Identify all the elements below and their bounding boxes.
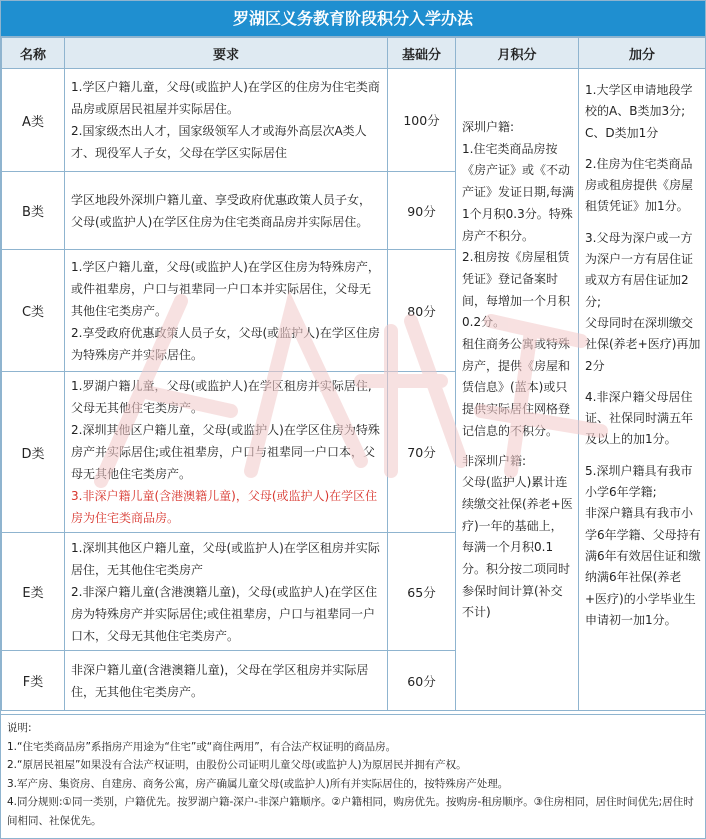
requirement-line-highlighted: 3.非深户籍儿童(含港澳籍儿童)，父母(或监护人)在学区住房为住宅类商品房。 (71, 489, 378, 525)
base-score: 70分 (388, 372, 456, 533)
policy-table (1, 37, 706, 711)
requirement-line: 2.深圳其他区户籍儿童，父母(或监护人)在学区住房为特殊房产并实际居住;或住祖辈房，户口与祖辈同一户口本，父母无其他住宅类房产。 (71, 423, 380, 481)
bonus-line: 2.住房为住宅类商品房或租房提供《房屋租赁凭证》加1分。 (585, 156, 694, 214)
category-requirement (65, 372, 388, 533)
category-requirement (65, 651, 388, 711)
monthly-line: 深圳户籍: (462, 120, 515, 134)
table-row (2, 69, 706, 172)
category-name: C类 (2, 250, 65, 372)
requirement-line: 2.非深户籍儿童(含港澳籍儿童)，父母(或监护人)在学区住房为特殊房产并实际居住;或住祖辈房，户口与祖辈同一户口木，父母无其他住宅类房产。 (71, 584, 378, 643)
category-name: E类 (2, 533, 65, 651)
header-bonus: 加分 (579, 38, 706, 69)
base-score: 80分 (388, 250, 456, 372)
page-title: 罗湖区义务教育阶段积分入学办法 (1, 1, 705, 37)
header-row (2, 38, 706, 69)
requirement-line: 1.深圳其他区户籍儿童，父母(或监护人)在学区租房并实际居住，无其他住宅类房产 (71, 540, 380, 577)
category-requirement (65, 250, 388, 372)
requirement-line: 1.学区户籍儿童，父母(或监护人)在学区的住房为住宅类商品房或原居民祖屋并实际居住。 (71, 80, 380, 116)
header-name: 名称 (2, 38, 65, 69)
category-name: A类 (2, 69, 65, 172)
note-item: 2.“原居民祖屋”如果没有合法产权证明，由股份公司证明儿童父母(或监护人)为原居民并拥有产权。 (7, 759, 467, 772)
monthly-score-cell (456, 69, 579, 711)
header-monthly: 月积分 (456, 38, 579, 69)
requirement-line: 1.学区户籍儿童，父母(或监护人)在学区住房为特殊房产，或件祖辈房，户口与祖辈同一户口本并实际居住，父母无其他住宅类房产。 (71, 259, 380, 318)
monthly-line: 父母(监护人)累计连续缴交社保(养老+医疗)一年的基础上，每满一个月积0.1分。积分按二项同时参保时间计算(补交不计) (462, 475, 573, 620)
requirement-line: 2.享受政府优惠政策人员子女，父母(或监护人)在学区住房为特殊房产并实际居住。 (71, 325, 380, 362)
category-requirement (65, 172, 388, 250)
note-item: 1.“住宅类商品房”系指房产用途为“住宅”或“商住两用”，有合法产权证明的商品房。 (7, 740, 397, 753)
monthly-line: 租住商务公寓或特殊房产，提供《房屋和赁信息》(蓝本)或只提供实际居住网格登记信息的不积分。 (462, 337, 571, 438)
base-score: 100分 (388, 69, 456, 172)
base-score: 90分 (388, 172, 456, 250)
monthly-line: 非深圳户籍: (462, 453, 527, 468)
base-score: 60分 (388, 651, 456, 711)
monthly-line: 2.租房按《房屋租赁凭证》登记备案时间，每增加一个月积0.2分。 (462, 250, 571, 330)
requirement-line: 1.罗湖户籍儿童，父母(或监护人)在学区租房并实际居住,父母无其他住宅类房产。 (71, 379, 372, 415)
bonus-line: 非深户籍具有我市小学6年学籍、父母持有满6年有效居住证和缴纳满6年社保(养老+医疗)的小学毕业生申请初一加1分。 (585, 506, 701, 627)
category-requirement (65, 69, 388, 172)
bonus-line: 父母同时在深圳缴交社保(养老+医疗)再加2分 (585, 315, 701, 373)
base-score: 65分 (388, 533, 456, 651)
category-name: F类 (2, 651, 65, 711)
note-item: 4.同分规则:①同一类别，户籍优先。按罗湖户籍-深户-非深户籍顺序。②户籍相同，购房优先。按购房-租房顺序。③住房相同，居住时间优先;居住时间相同、社保优先。 (7, 796, 694, 827)
bonus-score-cell (579, 69, 706, 711)
bonus-line: 4.非深户籍父母居住证、社保同时满五年及以上的加1分。 (585, 389, 694, 447)
category-name: D类 (2, 372, 65, 533)
note-item: 3.军产房、集资房、自建房、商务公寓，房产确属儿童父母(或监护人)所有并实际居住的，按特殊房产处理。 (7, 777, 509, 790)
monthly-line: 1.住宅类商品房按《房产证》或《不动产证》发证日期,每满1个月积0.3分。特殊房产不积分。 (462, 141, 574, 243)
bonus-line: 5.深圳户籍具有我市小学6年学籍; (585, 463, 693, 500)
bonus-line: 3.父母为深户或一方为深户一方有居住证或双方有居住证加2分; (585, 230, 694, 309)
header-base-score: 基础分 (388, 38, 456, 69)
notes-heading: 说明: (7, 722, 32, 734)
category-name: B类 (2, 172, 65, 250)
category-requirement (65, 533, 388, 651)
requirement-line: 非深户籍儿童(含港澳籍儿童)，父母在学区租房并实际居住，无其他住宅类房产。 (71, 662, 369, 699)
header-requirement: 要求 (65, 38, 388, 69)
notes-section (1, 714, 705, 838)
requirement-line: 学区地段外深圳户籍儿童、享受政府优惠政策人员子女，父母(或监护人)在学区住房为住宅类商品房并实际居住。 (71, 192, 372, 229)
bonus-line: 1.大学区申请地段学校的A、B类加3分; C、D类加1分 (585, 83, 693, 140)
requirement-line: 2.国家级杰出人才，国家级领军人才或海外高层次A类人才、现役军人子女，父母在学区实际居住 (71, 124, 367, 160)
